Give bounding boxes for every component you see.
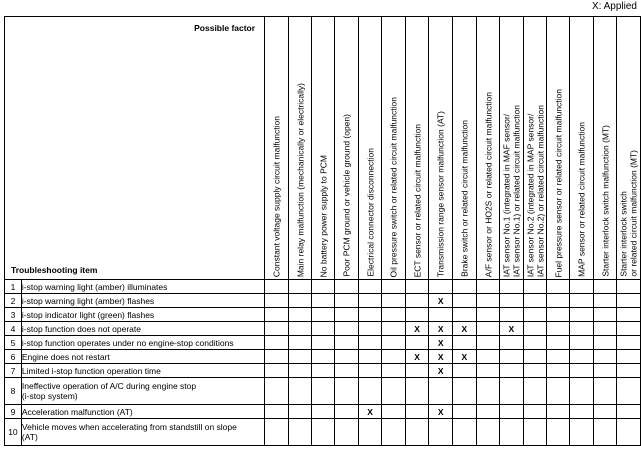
applied-mark-cell [617, 336, 641, 350]
applied-mark-cell [452, 294, 476, 308]
row-item: i-stop function does not operate [21, 322, 264, 336]
applied-mark-cell [523, 378, 546, 405]
factor-label: Oil pressure switch or related circuit malfunction [388, 96, 399, 277]
applied-mark-cell [617, 350, 641, 364]
applied-mark-cell: X [429, 336, 453, 350]
applied-mark-cell [500, 378, 524, 405]
row-item: Engine does not restart [21, 350, 264, 364]
factor-header [335, 17, 358, 280]
applied-mark-cell [288, 405, 311, 419]
applied-mark-cell: X [500, 322, 524, 336]
applied-mark-cell [593, 322, 616, 336]
factor-header [382, 17, 405, 280]
applied-mark-cell: X [405, 350, 429, 364]
table-row [5, 378, 641, 405]
applied-mark-cell [405, 308, 429, 322]
applied-mark-cell [523, 364, 546, 378]
applied-mark-cell [476, 322, 499, 336]
applied-mark-cell [311, 364, 334, 378]
applied-mark-cell [570, 280, 593, 294]
row-number: 9 [5, 405, 22, 419]
factor-label: IAT sensor No.2 (integrated in MAP sensor/ IAT sensor No.2) or related circuit malfunction [525, 104, 546, 277]
applied-mark-cell [570, 364, 593, 378]
applied-mark-cell [382, 322, 405, 336]
applied-mark-cell: X [429, 350, 453, 364]
applied-mark-cell [547, 336, 570, 350]
applied-mark-cell [452, 419, 476, 446]
table-row [5, 322, 641, 336]
factor-header [593, 17, 616, 280]
applied-mark-cell: X [429, 294, 453, 308]
applied-mark-cell [358, 294, 382, 308]
factor-header [429, 17, 453, 280]
factor-label: Brake switch or related circuit malfunction [459, 120, 470, 277]
factor-label: Poor PCM ground or vehicle ground (open) [341, 114, 352, 277]
applied-mark-cell [382, 350, 405, 364]
factor-label: Electrical connector disconnection [365, 148, 376, 277]
applied-mark-cell [617, 364, 641, 378]
row-number: 5 [5, 336, 22, 350]
applied-mark-cell [358, 280, 382, 294]
applied-mark-cell [547, 280, 570, 294]
applied-mark-cell [288, 322, 311, 336]
applied-mark-cell [335, 308, 358, 322]
factor-label: Main relay malfunction (mechanically or electrically) [295, 82, 305, 277]
applied-mark-cell [500, 336, 524, 350]
applied-mark-cell [476, 419, 499, 446]
applied-mark-cell [523, 336, 546, 350]
applied-mark-cell [500, 350, 524, 364]
troubleshooting-item-label: Troubleshooting item [11, 265, 98, 275]
applied-mark-cell [593, 336, 616, 350]
row-item: Vehicle moves when accelerating from standstill on slope (AT) [21, 419, 264, 446]
applied-mark-cell [476, 308, 499, 322]
factor-label: Starter interlock switch malfunction (MT) [600, 125, 611, 277]
applied-mark-cell [570, 322, 593, 336]
factor-label: Transmission range sensor malfunction (AT) [435, 110, 446, 277]
applied-mark-cell [452, 336, 476, 350]
applied-mark-cell [500, 419, 524, 446]
applied-mark-cell [570, 350, 593, 364]
factor-label: Constant voltage supply circuit malfunction [271, 115, 282, 277]
factor-header [452, 17, 476, 280]
applied-mark-cell [593, 294, 616, 308]
legend-note: X: Applied [591, 1, 637, 12]
applied-mark-cell [593, 405, 616, 419]
factor-label: No battery power supply to PCM [318, 154, 329, 277]
applied-mark-cell [311, 280, 334, 294]
applied-mark-cell [500, 364, 524, 378]
applied-mark-cell [547, 322, 570, 336]
applied-mark-cell [476, 364, 499, 378]
applied-mark-cell [429, 419, 453, 446]
factor-header [311, 17, 334, 280]
applied-mark-cell [593, 280, 616, 294]
applied-mark-cell [405, 280, 429, 294]
applied-mark-cell [265, 378, 288, 405]
applied-mark-cell [617, 419, 641, 446]
row-item: i-stop function operates under no engine-stop conditions [21, 336, 264, 350]
factor-header [617, 17, 641, 280]
applied-mark-cell [452, 405, 476, 419]
applied-mark-cell [382, 405, 405, 419]
applied-mark-cell [476, 405, 499, 419]
applied-mark-cell [429, 308, 453, 322]
table-row [5, 308, 641, 322]
applied-mark-cell [265, 364, 288, 378]
applied-mark-cell [500, 280, 524, 294]
applied-mark-cell [382, 308, 405, 322]
applied-mark-cell [476, 294, 499, 308]
row-item: Acceleration malfunction (AT) [21, 405, 264, 419]
applied-mark-cell [358, 336, 382, 350]
applied-mark-cell [547, 378, 570, 405]
applied-mark-cell: X [429, 364, 453, 378]
factor-label: MAP sensor or related circuit malfunction [576, 122, 587, 277]
applied-mark-cell [335, 419, 358, 446]
factor-label: A/F sensor or HO2S or related circuit malfunction [483, 91, 494, 277]
applied-mark-cell [405, 378, 429, 405]
applied-mark-cell [593, 419, 616, 446]
applied-mark-cell [617, 378, 641, 405]
applied-mark-cell [452, 378, 476, 405]
applied-mark-cell [335, 364, 358, 378]
row-number: 2 [5, 294, 22, 308]
applied-mark-cell [617, 280, 641, 294]
applied-mark-cell [288, 378, 311, 405]
applied-mark-cell [500, 294, 524, 308]
applied-mark-cell [523, 405, 546, 419]
applied-mark-cell [335, 322, 358, 336]
applied-mark-cell [265, 419, 288, 446]
applied-mark-cell [476, 280, 499, 294]
applied-mark-cell [523, 308, 546, 322]
applied-mark-cell [547, 364, 570, 378]
applied-mark-cell [405, 405, 429, 419]
applied-mark-cell [358, 308, 382, 322]
applied-mark-cell [593, 350, 616, 364]
applied-mark-cell [570, 294, 593, 308]
applied-mark-cell [476, 336, 499, 350]
factor-header [405, 17, 429, 280]
applied-mark-cell [547, 419, 570, 446]
factor-label: IAT sensor No.1 (integrated in MAF sensor/ IAT sensor No.1) or related circuit malfunction [501, 104, 522, 277]
factor-label: Starter interlock switch or related circuit malfunction (MT) [618, 150, 639, 277]
applied-mark-cell [547, 350, 570, 364]
applied-mark-cell [617, 405, 641, 419]
factor-header [476, 17, 499, 280]
row-number: 3 [5, 308, 22, 322]
table-row [5, 364, 641, 378]
applied-mark-cell [265, 350, 288, 364]
applied-mark-cell [523, 350, 546, 364]
possible-factor-label: Possible factor [194, 23, 256, 33]
applied-mark-cell [429, 280, 453, 294]
applied-mark-cell [523, 280, 546, 294]
factor-header [523, 17, 546, 280]
applied-mark-cell [311, 405, 334, 419]
row-item: i-stop warning light (amber) flashes [21, 294, 264, 308]
matrix-body [5, 17, 641, 446]
applied-mark-cell [523, 294, 546, 308]
applied-mark-cell [335, 294, 358, 308]
applied-mark-cell [358, 364, 382, 378]
applied-mark-cell [288, 350, 311, 364]
applied-mark-cell [311, 322, 334, 336]
applied-mark-cell [405, 364, 429, 378]
factor-header [265, 17, 288, 280]
applied-mark-cell [452, 308, 476, 322]
applied-mark-cell [265, 405, 288, 419]
table-row [5, 350, 641, 364]
applied-mark-cell [500, 405, 524, 419]
applied-mark-cell: X [429, 322, 453, 336]
applied-mark-cell [335, 378, 358, 405]
applied-mark-cell [547, 405, 570, 419]
applied-mark-cell [500, 308, 524, 322]
applied-mark-cell [358, 322, 382, 336]
applied-mark-cell [382, 294, 405, 308]
table-row [5, 280, 641, 294]
applied-mark-cell [382, 364, 405, 378]
factor-label: Fuel pressure sensor or related circuit malfunction [553, 88, 564, 277]
applied-mark-cell [311, 350, 334, 364]
row-item: Limited i-stop function operation time [21, 364, 264, 378]
applied-mark-cell [593, 308, 616, 322]
header-row [5, 17, 641, 280]
applied-mark-cell [288, 280, 311, 294]
factor-header [570, 17, 593, 280]
applied-mark-cell [452, 280, 476, 294]
applied-mark-cell [593, 364, 616, 378]
applied-mark-cell [265, 280, 288, 294]
applied-mark-cell [265, 322, 288, 336]
applied-mark-cell [335, 280, 358, 294]
applied-mark-cell [358, 350, 382, 364]
row-item: i-stop indicator light (green) flashes [21, 308, 264, 322]
row-number: 4 [5, 322, 22, 336]
applied-mark-cell [358, 378, 382, 405]
applied-mark-cell [570, 336, 593, 350]
applied-mark-cell [311, 308, 334, 322]
row-number: 8 [5, 378, 22, 405]
applied-mark-cell [288, 308, 311, 322]
factor-header [288, 17, 311, 280]
applied-mark-cell [617, 322, 641, 336]
factor-label: ECT sensor or related circuit malfunction [412, 123, 423, 277]
applied-mark-cell [405, 419, 429, 446]
applied-mark-cell [382, 378, 405, 405]
row-number: 10 [5, 419, 22, 446]
table-row [5, 419, 641, 446]
factor-header [547, 17, 570, 280]
applied-mark-cell [265, 308, 288, 322]
applied-mark-cell [476, 350, 499, 364]
factor-header [358, 17, 382, 280]
factor-header [500, 17, 524, 280]
applied-mark-cell [358, 419, 382, 446]
applied-mark-cell [593, 378, 616, 405]
applied-mark-cell [311, 378, 334, 405]
table-row [5, 294, 641, 308]
applied-mark-cell [570, 405, 593, 419]
table-row [5, 336, 641, 350]
applied-mark-cell [476, 378, 499, 405]
applied-mark-cell [265, 294, 288, 308]
applied-mark-cell [547, 294, 570, 308]
corner-header [5, 17, 265, 280]
applied-mark-cell [617, 308, 641, 322]
row-number: 6 [5, 350, 22, 364]
applied-mark-cell [429, 378, 453, 405]
applied-mark-cell [311, 294, 334, 308]
row-number: 1 [5, 280, 22, 294]
applied-mark-cell: X [405, 322, 429, 336]
applied-mark-cell [288, 294, 311, 308]
applied-mark-cell: X [452, 350, 476, 364]
applied-mark-cell [617, 294, 641, 308]
applied-mark-cell [382, 336, 405, 350]
applied-mark-cell [570, 419, 593, 446]
troubleshooting-matrix [4, 16, 641, 446]
applied-mark-cell: X [358, 405, 382, 419]
applied-mark-cell [288, 419, 311, 446]
applied-mark-cell [547, 308, 570, 322]
applied-mark-cell [382, 280, 405, 294]
applied-mark-cell [311, 419, 334, 446]
applied-mark-cell [523, 419, 546, 446]
applied-mark-cell [335, 405, 358, 419]
applied-mark-cell [335, 350, 358, 364]
applied-mark-cell [265, 336, 288, 350]
applied-mark-cell: X [429, 405, 453, 419]
row-item: Ineffective operation of A/C during engine stop (i-stop system) [21, 378, 264, 405]
applied-mark-cell [288, 336, 311, 350]
row-number: 7 [5, 364, 22, 378]
table-row [5, 405, 641, 419]
applied-mark-cell [288, 364, 311, 378]
row-item: i-stop warning light (amber) illuminates [21, 280, 264, 294]
applied-mark-cell [405, 336, 429, 350]
applied-mark-cell [382, 419, 405, 446]
applied-mark-cell [523, 322, 546, 336]
applied-mark-cell [311, 336, 334, 350]
applied-mark-cell [570, 378, 593, 405]
applied-mark-cell [452, 364, 476, 378]
applied-mark-cell [570, 308, 593, 322]
applied-mark-cell [405, 294, 429, 308]
applied-mark-cell [335, 336, 358, 350]
applied-mark-cell: X [452, 322, 476, 336]
